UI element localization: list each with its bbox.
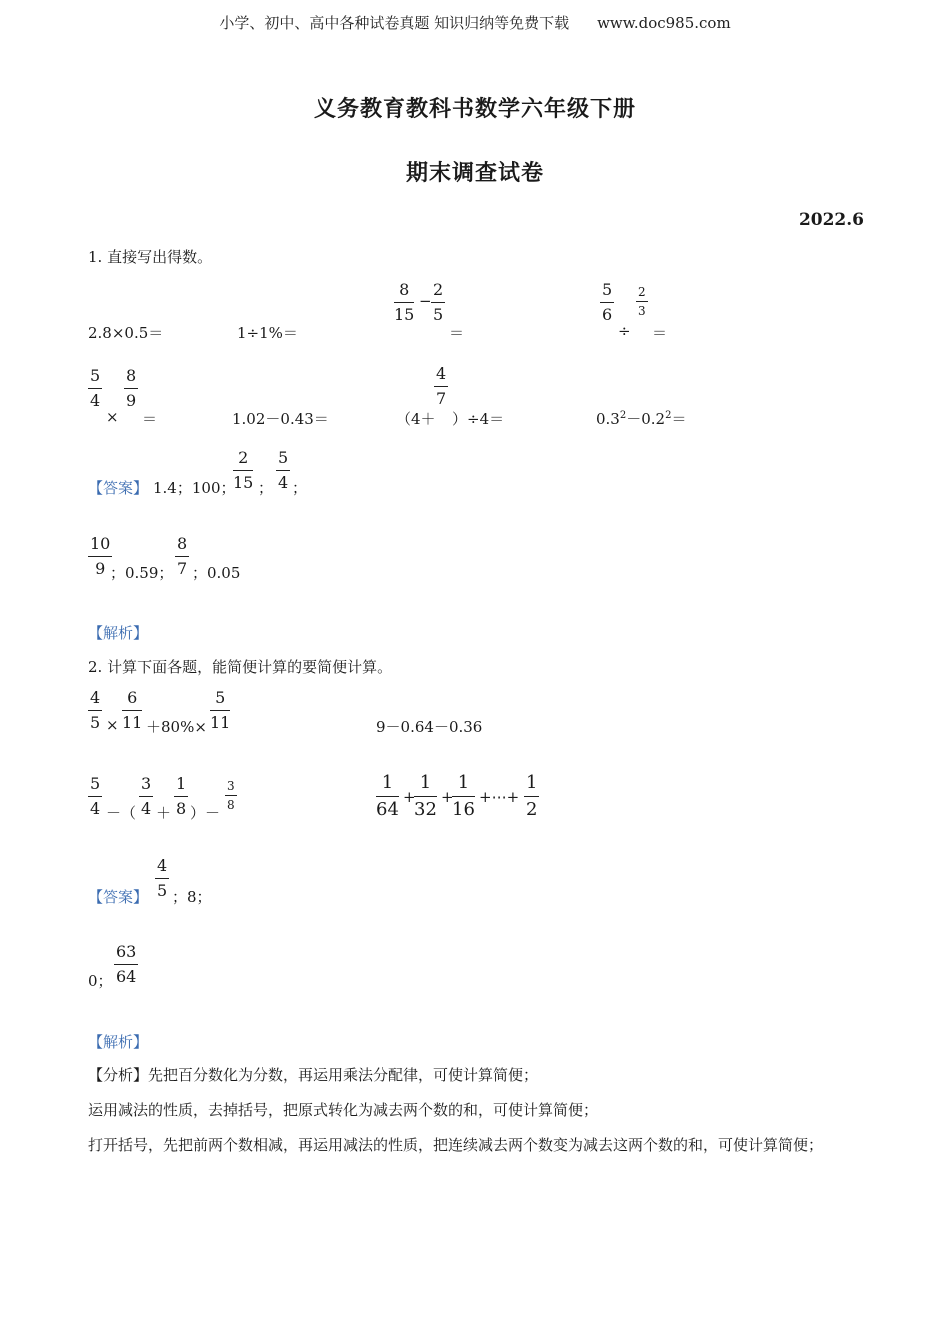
q1-answer-b: ；0.59； bbox=[110, 564, 174, 582]
q2-answer-a: ；8； bbox=[172, 888, 212, 906]
q1-answer-a: 1.4；100； bbox=[153, 479, 236, 497]
q2-p4-plus1: + bbox=[403, 788, 416, 806]
q2-p3-frac2: $\frac{3}{4}$ bbox=[141, 774, 152, 818]
q2-p4-plus2: + bbox=[441, 788, 454, 806]
q1-expr-2: 1÷1%＝ bbox=[237, 324, 298, 342]
q1-analysis-label: 【解析】 bbox=[88, 624, 149, 642]
q1-e4-frac1: $\frac{5}{6}$ bbox=[602, 280, 613, 324]
q2-p1-frac1: $\frac{4}{5}$ bbox=[90, 688, 101, 732]
header-text: 小学、初中、高中各种试卷真题 知识归纳等免费下载 bbox=[219, 14, 570, 32]
q2-p3-frac1: $\frac{5}{4}$ bbox=[90, 774, 101, 818]
q2-p4-frac4: $\frac{1}{2}$ bbox=[526, 772, 538, 820]
q1-e5-eq: ＝ bbox=[142, 410, 158, 428]
q2-ans-frac1: $\frac{4}{5}$ bbox=[157, 856, 168, 900]
q1-expr-8: $0.3^2-0.2^2=$ bbox=[596, 410, 687, 428]
q2-answer-b: 0； bbox=[88, 972, 113, 990]
title-main: 义务教育教科书数学六年级下册 bbox=[313, 96, 636, 122]
q2-problem-2: 9－0.64－0.36 bbox=[376, 718, 483, 736]
q2-p3-frac3: $\frac{1}{8}$ bbox=[176, 774, 187, 818]
q1-e7-post: ）÷4＝ bbox=[452, 410, 505, 428]
q1-e3-eq: ＝ bbox=[449, 324, 465, 342]
q1-answer-c: ；0.05 bbox=[192, 564, 241, 582]
q1-e4-op: ÷ bbox=[618, 322, 631, 340]
q2-p1-frac3: $\frac{5}{11}$ bbox=[210, 688, 231, 732]
q2-p4-frac3: $\frac{1}{16}$ bbox=[452, 772, 475, 820]
q2-p3-minus: －（ bbox=[106, 804, 137, 822]
q2-analysis-line3: 打开括号，先把前两个数相减，再运用减法的性质，把连续减去两个数变为减去这两个数的和，可使计算简便； bbox=[88, 1136, 824, 1154]
q2-p4-dots: +⋯+ bbox=[479, 788, 520, 806]
exam-date: 2022.6 bbox=[798, 210, 864, 230]
q1-expr-6: 1.02－0.43＝ bbox=[232, 410, 329, 428]
q1-e3-frac1: $\frac{8}{15}$ bbox=[394, 280, 415, 324]
q1-answer-label: 【答案】 bbox=[88, 479, 149, 497]
q1-e3-frac2: $\frac{2}{5}$ bbox=[433, 280, 444, 324]
q2-p4-frac2: $\frac{1}{32}$ bbox=[414, 772, 437, 820]
q2-p3-plus: ＋ bbox=[156, 804, 172, 822]
q2-p4-frac1: $\frac{1}{64}$ bbox=[376, 772, 399, 820]
q1-e5-frac2: $\frac{8}{9}$ bbox=[126, 366, 137, 410]
page-header bbox=[0, 12, 950, 33]
q2-answer-label: 【答案】 bbox=[88, 888, 149, 906]
q1-ans-frac2: $\frac{5}{4}$ bbox=[278, 448, 289, 492]
q2-analysis-label: 【解析】 bbox=[88, 1033, 149, 1051]
q1-ans-frac1: $\frac{2}{15}$ bbox=[233, 448, 254, 492]
q2-p3-frac4: $\frac{3}{8}$ bbox=[227, 779, 235, 812]
q1-e4-frac2: $\frac{2}{3}$ bbox=[638, 285, 646, 318]
q1-ans-frac4: $\frac{8}{7}$ bbox=[177, 534, 188, 578]
q1-ans-sep2: ； bbox=[292, 479, 308, 497]
q1-e5-op: × bbox=[106, 408, 119, 426]
q2-prompt: 2. 计算下面各题，能简便计算的要简便计算。 bbox=[88, 658, 393, 676]
header-site[interactable]: www.doc985.com bbox=[597, 14, 731, 32]
q2-analysis-line2: 运用减法的性质，去掉括号，把原式转化为减去两个数的和，可使计算简便； bbox=[88, 1101, 599, 1119]
q1-prompt: 1. 直接写出得数。 bbox=[88, 248, 213, 266]
q1-e5-frac1: $\frac{5}{4}$ bbox=[90, 366, 101, 410]
title-sub: 期末调查试卷 bbox=[405, 160, 544, 186]
q1-e4-eq: ＝ bbox=[652, 324, 668, 342]
q1-ans-sep1: ； bbox=[258, 479, 274, 497]
q1-e7-frac: $\frac{4}{7}$ bbox=[436, 364, 447, 408]
q1-e7-pre: （4＋ bbox=[396, 410, 436, 428]
q2-analysis-line1: 【分析】先把百分数化为分数，再运用乘法分配律，可使计算简便； bbox=[88, 1066, 539, 1084]
q2-ans-frac2: $\frac{63}{64}$ bbox=[116, 942, 137, 986]
q2-p1-mid: ＋80%× bbox=[146, 718, 207, 736]
q2-p1-times: × bbox=[106, 716, 119, 734]
q1-e3-op: − bbox=[419, 292, 432, 310]
q2-p3-close: ）－ bbox=[190, 804, 221, 822]
q1-expr-1: 2.8×0.5＝ bbox=[88, 324, 164, 342]
q1-ans-frac3: $\frac{10}{9}$ bbox=[90, 534, 111, 578]
q2-p1-frac2: $\frac{6}{11}$ bbox=[122, 688, 143, 732]
